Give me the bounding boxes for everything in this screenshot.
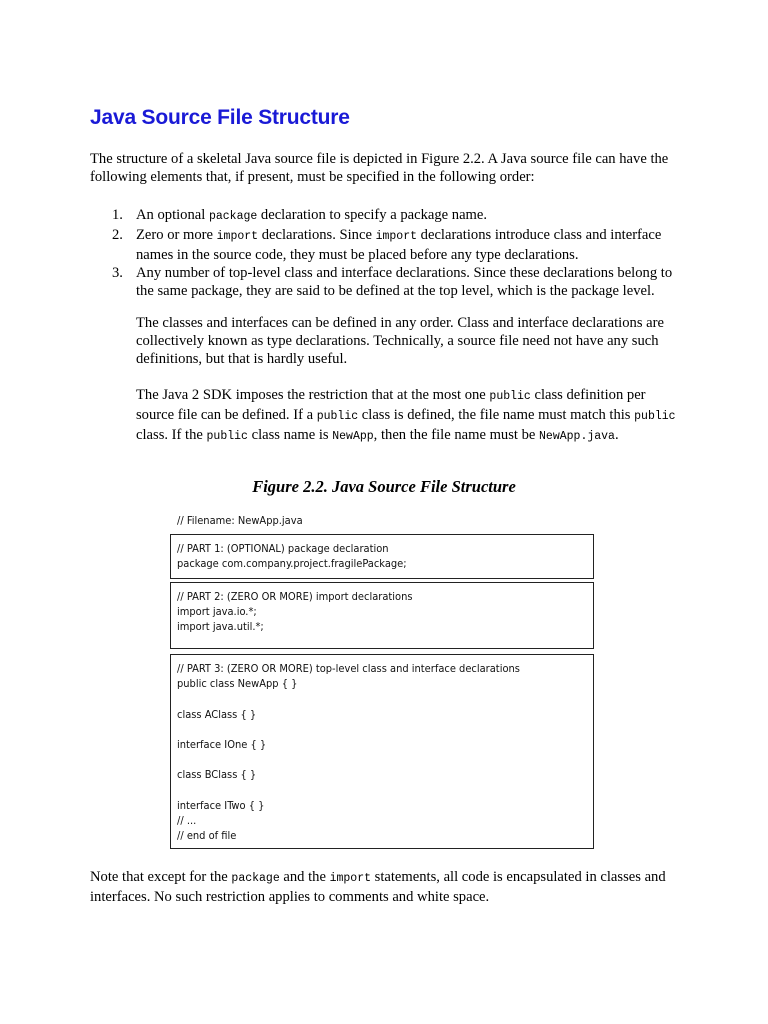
- sdk-paragraph: [136, 386, 682, 446]
- paragraph-text: class is defined, the file name must match this: [358, 407, 635, 423]
- inline-code: public: [489, 390, 531, 403]
- code-line: [177, 783, 593, 798]
- list-text: Any number of top-level class and interface declarations. Since these declarations belong to the same package, they are said to be defined at the top level, which is the package level.: [136, 265, 673, 299]
- list-item: [90, 226, 690, 264]
- code-line: package com.company.project.fragilePackage;: [177, 557, 407, 571]
- paragraph-text: class definition per source file can be defined. If a: [136, 387, 646, 423]
- paragraph-text: , then the file name must be: [373, 427, 540, 443]
- inline-code: package: [208, 210, 258, 223]
- figure-caption: Figure 2.2. Java Source File Structure: [252, 477, 516, 496]
- code-line: interface ITwo { }: [177, 798, 265, 812]
- list-number: 3.: [112, 265, 123, 281]
- list-number: 2.: [112, 227, 123, 243]
- code-line: import java.io.*;: [177, 605, 257, 619]
- filename-comment: // Filename: NewApp.java: [177, 514, 303, 527]
- code-box-part3: [170, 654, 594, 849]
- code-line: // PART 2: (ZERO OR MORE) import declarations: [177, 590, 413, 603]
- code-line: interface IOne { }: [177, 738, 267, 752]
- code-line: import java.util.*;: [177, 620, 264, 634]
- code-line: public class NewApp { }: [177, 677, 298, 691]
- code-box-part2: [170, 582, 594, 649]
- paragraph-text: statements, all code is encapsulated in classes and interfaces. No such restriction applies to comments and white space.: [90, 869, 666, 905]
- code-line: [177, 752, 593, 767]
- element-order-list: [90, 206, 690, 300]
- code-box-part1: [170, 534, 594, 579]
- paragraph-text: class. If the: [136, 427, 207, 443]
- intro-paragraph: The structure of a skeletal Java source file is depicted in Figure 2.2. A Java source file can have the following elements that, if present, must be specified in the following order:: [90, 151, 669, 185]
- classes-paragraph: The classes and interfaces can be defined in any order. Class and interface declarations are collectively known as type declarations. Technically, a source file need not have any such definitions, but that is hardly useful.: [136, 315, 664, 367]
- paragraph-text: The Java 2 SDK imposes the restriction that at the most one: [136, 387, 490, 403]
- list-text: Zero or more: [136, 227, 217, 243]
- inline-code: import: [375, 230, 418, 243]
- list-text: declaration to specify a package name.: [257, 207, 488, 223]
- inline-code: public: [206, 430, 248, 443]
- closing-paragraph: [90, 868, 690, 907]
- inline-code: public: [316, 410, 359, 423]
- code-line: // PART 3: (ZERO OR MORE) top-level class and interface declarations: [177, 662, 520, 675]
- list-item: [90, 264, 690, 300]
- paragraph-text: Note that except for the: [90, 869, 232, 885]
- inline-code: public: [634, 410, 676, 423]
- inline-code: import: [216, 230, 259, 243]
- code-line: // PART 1: (OPTIONAL) package declaration: [177, 542, 389, 555]
- paragraph-text: and the: [279, 869, 330, 885]
- paragraph-text: .: [614, 427, 619, 443]
- inline-code: package: [231, 872, 280, 885]
- inline-code: NewApp.java: [539, 430, 615, 443]
- inline-code: NewApp: [332, 430, 374, 443]
- code-line: [177, 722, 593, 737]
- paragraph-text: class name is: [247, 427, 333, 443]
- code-line: // end of file: [177, 829, 237, 843]
- code-line: class AClass { }: [177, 707, 257, 721]
- code-line: class BClass { }: [177, 768, 257, 782]
- list-text: declarations introduce class and interface names in the source code, they must be placed before any type declarations.: [136, 227, 662, 263]
- page-title: Java Source File Structure: [90, 106, 350, 129]
- list-text: declarations. Since: [258, 227, 376, 243]
- list-item: [90, 206, 690, 226]
- list-number: 1.: [112, 207, 123, 223]
- list-text: An optional: [136, 207, 209, 223]
- code-line: [177, 691, 593, 706]
- inline-code: import: [329, 872, 372, 885]
- code-line: // ...: [177, 814, 197, 828]
